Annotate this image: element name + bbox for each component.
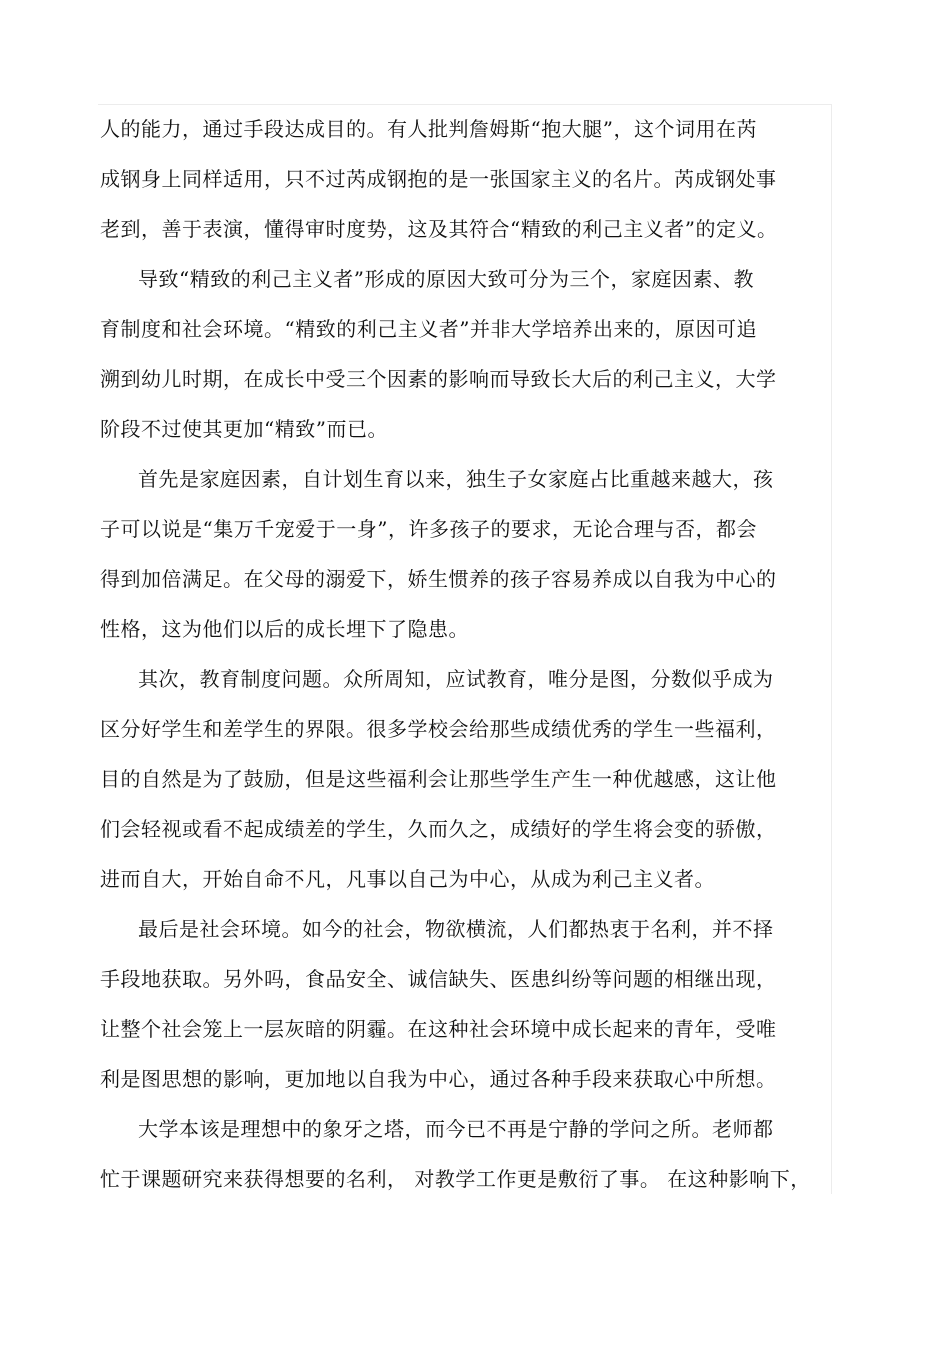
- text-line: 阶段不过使其更加“精致”而已。: [100, 417, 388, 441]
- text-line: 其次，教育制度问题。众所周知，应试教育，唯分是图，分数似乎成为: [138, 667, 774, 691]
- text-line: 老到，善于表演，懂得审时度势，这及其符合“精致的利己主义者”的定义。: [100, 217, 778, 241]
- text-line: 育制度和社会环境。“精致的利己主义者”并非大学培养出来的，原因可追: [100, 317, 757, 341]
- text-line: 区分好学生和差学生的界限。很多学校会给那些成绩优秀的学生一些福利，: [100, 717, 777, 741]
- document-body: [100, 104, 840, 1204]
- text-line: 忙于课题研究来获得想要的名利， 对教学工作更是敷衍了事。 在这种影响下，: [100, 1167, 811, 1191]
- text-line: 让整个社会笼上一层灰暗的阴霾。在这种社会环境中成长起来的青年，受唯: [100, 1017, 777, 1041]
- text-line: 导致“精致的利己主义者”形成的原因大致可分为三个，家庭因素、教: [138, 267, 754, 291]
- text-line: 溯到幼儿时期，在成长中受三个因素的影响而导致长大后的利己主义，大学: [100, 367, 777, 391]
- text-line: 手段地获取。另外吗，食品安全、诚信缺失、医患纠纷等问题的相继出现，: [100, 967, 777, 991]
- text-line: 大学本该是理想中的象牙之塔，而今已不再是宁静的学问之所。老师都: [138, 1117, 774, 1141]
- text-line: 得到加倍满足。在父母的溺爱下，娇生惯养的孩子容易养成以自我为中心的: [100, 567, 777, 591]
- text-line: 最后是社会环境。如今的社会，物欲横流，人们都热衷于名利，并不择: [138, 917, 774, 941]
- text-line: 利是图思想的影响，更加地以自我为中心，通过各种手段来获取心中所想。: [100, 1067, 777, 1091]
- text-line: 子可以说是“集万千宠爱于一身”，许多孩子的要求，无论合理与否，都会: [100, 517, 757, 541]
- text-line: 进而自大，开始自命不凡，凡事以自己为中心，从成为利己主义者。: [100, 867, 715, 891]
- text-line: 性格，这为他们以后的成长埋下了隐患。: [100, 617, 469, 641]
- text-line: 目的自然是为了鼓励，但是这些福利会让那些学生产生一种优越感，这让他: [100, 767, 777, 791]
- text-line: 人的能力，通过手段达成目的。有人批判詹姆斯“抱大腿”，这个词用在芮: [100, 117, 757, 141]
- text-line: 们会轻视或看不起成绩差的学生，久而久之，成绩好的学生将会变的骄傲，: [100, 817, 777, 841]
- text-line: 成钢身上同样适用，只不过芮成钢抱的是一张国家主义的名片。芮成钢处事: [100, 167, 777, 191]
- text-line: 首先是家庭因素，自计划生育以来，独生子女家庭占比重越来越大，孩: [138, 467, 774, 491]
